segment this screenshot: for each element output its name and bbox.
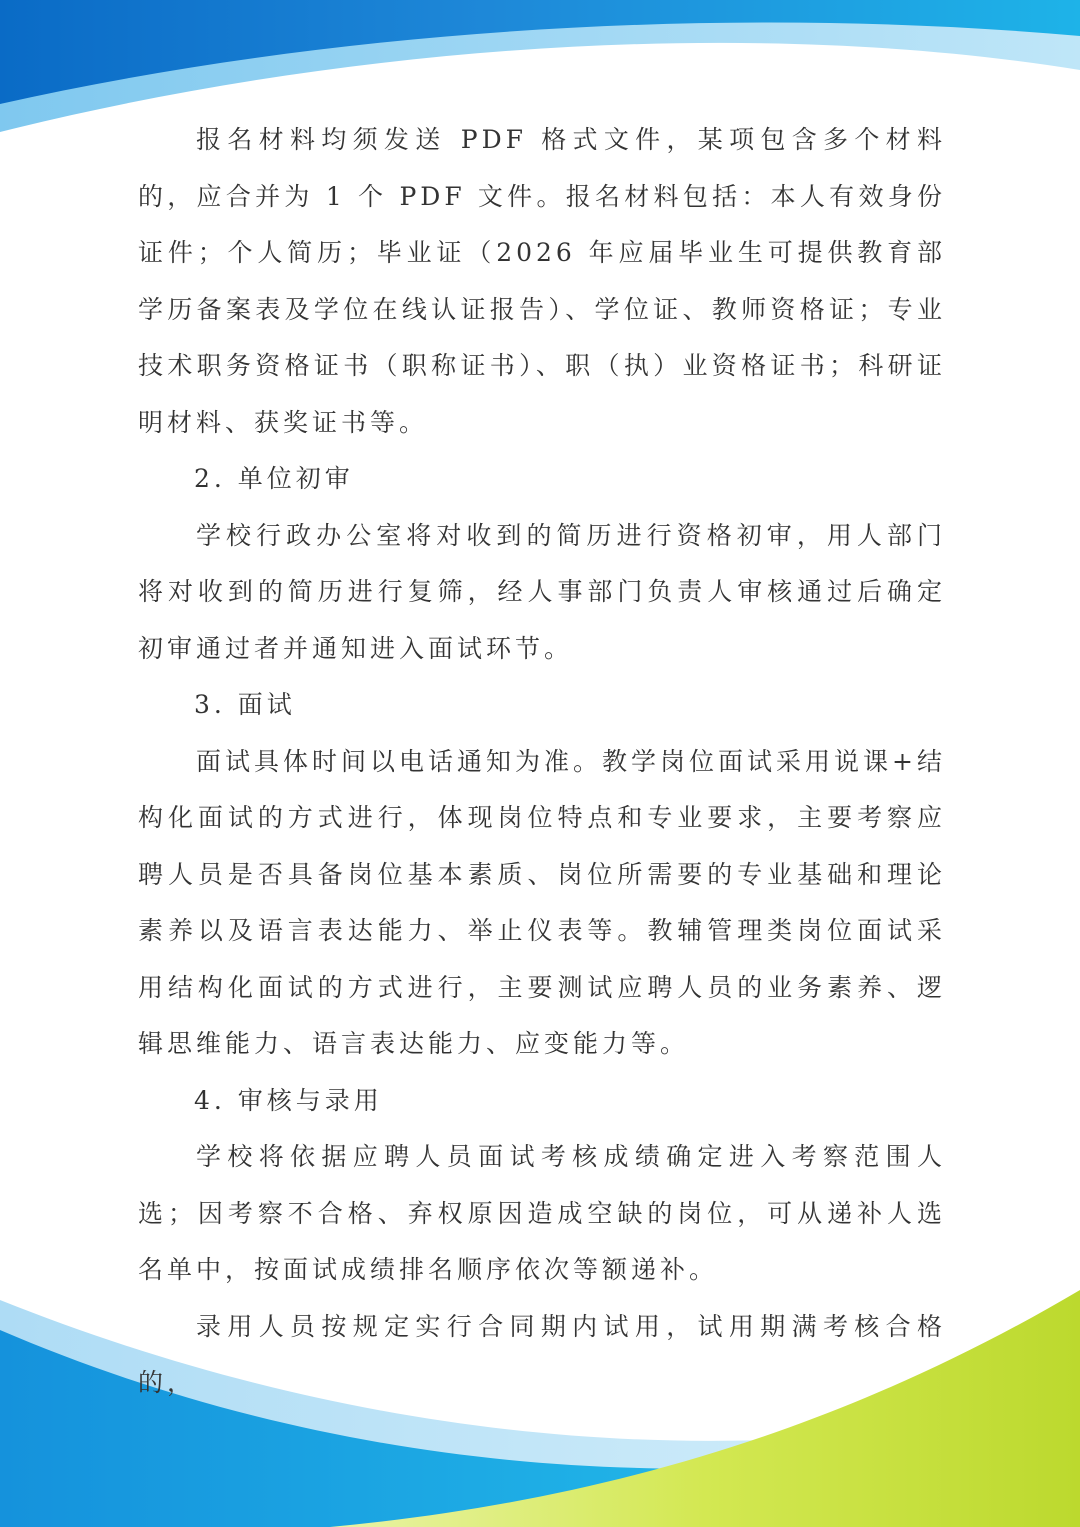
- paragraph-hiring: 学校将依据应聘人员面试考核成绩确定进入考察范围人选；因考察不合格、弃权原因造成空缺的岗位，可从递补人选名单中，按面试成绩排名顺序依次等额递补。: [138, 1142, 946, 1284]
- document-body: [138, 112, 946, 1412]
- paragraph-interview: 面试具体时间以电话通知为准。教学岗位面试采用说课+结构化面试的方式进行，体现岗位特点和专业要求，主要考察应聘人员是否具备岗位基本素质、岗位所需要的专业基础和理论素养以及语言表达能力、举止仪表等。教辅管理类岗位面试采用结构化面试的方式进行，主要测试应聘人员的业务素养、逻辑思维能力、语言表达能力、应变能力等。: [138, 746, 946, 1058]
- paragraph-probation: 录用人员按规定实行合同期内试用，试用期满考核合格的，: [138, 1311, 946, 1397]
- heading-initial-review: 2. 单位初审: [194, 464, 354, 493]
- paragraph-materials: 报名材料均须发送 PDF 格式文件，某项包含多个材料的，应合并为 1 个 PDF 文件。报名材料包括：本人有效身份证件；个人简历；毕业证（2026 年应届毕业生可提供教育部学历备案表及学位在线认证报告）、学位证、教师资格证；专业技术职务资格证书（职称证书）、职（执）业资格证书；科研证明材料、获奖证书等。: [138, 125, 946, 437]
- heading-interview: 3. 面试: [194, 690, 296, 719]
- paragraph-initial-review: 学校行政办公室将对收到的简历进行资格初审，用人部门将对收到的简历进行复筛，经人事部门负责人审核通过后确定初审通过者并通知进入面试环节。: [138, 520, 946, 663]
- heading-review-and-hiring: 4. 审核与录用: [194, 1085, 383, 1115]
